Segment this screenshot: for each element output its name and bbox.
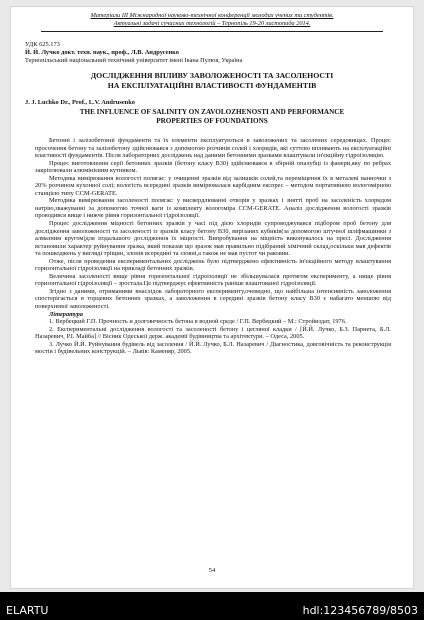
conference-header	[21, 12, 403, 28]
paragraph: Методика вимірювання вологості полягає: у очищенні зразків від залишків солей,та переміщення їх в металеві ванночки з 20% розчином кухонної солі; вологість всередині зразків вимірювалася карбідним експрес – методом портативною вологомірною станцією типу ССМ-GERATE.	[35, 174, 391, 197]
paragraph: Бетонні і залізобетонні фундаменти та їх елементи експлуатуються в заволожених та засолених середовищах. Процес просочення бетону та залізобетону здійснювався з допомогою розчинів солей і хлоридів, які суттєво впливають на експлуатаційні властивості фундаментів. Після лабораторних досліджень над даними бетонними зразками влаштували ін'єкційну гідроізоляцію.	[35, 137, 391, 160]
title-en-line-2: PROPERTIES OF FOUNDATIONS	[156, 117, 268, 125]
reference-list	[35, 318, 391, 356]
paragraph: Процес дослідження міцності бетонних зразків у часі під дією хлоридів супроводжувався підбором проб бетону для дослідження заволоженості та засоленості із зразків класу бетону В30, вирізаних кубиків(за допомогою штучної шліфмашинки з алмазним кругом)для подальшого дослідження їх міцності. Випробування на міцність виконувалось на пресі. Дослідження встановили характер руйнування зразка, який показав що зразок мав правильно підібраний хімічний склад,оскільки мав дефектів та пошкоджень у вигляді тріщин, злонів всередині та ззовні,а також не мав пустот чи раковин.	[35, 220, 391, 258]
paragraph: Отже, після проведення експериментальних досліджень було підтверджено ефективність ін'єкційного методу влаштування горизонтальної гідроізоляції на прикладі бетонних зразків.	[35, 257, 391, 273]
authors-en: J. J. Luchko Dr., Prof., L.V. Andrusenko	[25, 99, 135, 106]
authors-ua: Й. Й. Лучко докт. техн. наук., проф., Л.В. Андрусенко	[25, 49, 179, 56]
title-ua-line-2: НА ЕКСПЛУАТАЦІЙНІ ВЛАСТИВОСТІ ФУНДАМЕНТІВ	[107, 80, 317, 90]
title-ua-line-1: ДОСЛІДЖЕННЯ ВПЛИВУ ЗАВОЛОЖЕНОСТІ ТА ЗАСОЛЕНОСТІ	[90, 71, 334, 80]
udk-code: УДК 625.173	[25, 41, 60, 48]
paragraph: Величина засоленості вище рівня горизонтальної гідроізоляції не збільшувалася протягом експерименту, а нище рівня горизонтальної гідроізоляції – зростала.Це підтверджує ефективність раніше влаштованої гідроізоляції.	[35, 272, 391, 288]
repository-name: ELARTU	[6, 604, 49, 617]
affiliation-ua: Тернопільський національний технічний університет імені Івана Пулюя, Україна	[25, 57, 243, 64]
reference-item: 3. Лучко Й.Й. Руйнування будівель від засолення / Й.Й. Лучко, Б.Л. Назаревич / Діагностика, довговічність та реконструкція мостів і будівельних конструкцій. – Львів: Каменяр, 2005.	[35, 340, 391, 356]
page-number: 54	[208, 567, 216, 574]
title-en-line-1: THE INFLUENCE OF SALINITY ON ZAVOLOZHENOSTI AND PERFORMANCE	[79, 108, 345, 116]
paragraph: Згідно з даними, отриманими внаслідок лабораторного експерименту,очевидно, що найбільша інтенсивність заволоження спостерігається в торцевих бетонних зразках, а заволоження в середині зразків бетону класу В30 є набагато меншою від поверхневої заволоженості.	[35, 287, 391, 311]
paragraph: Процес виготовлення серії бетонних зразків (бетону класу В30) здійснювався в збірній опалубці із фанери,яку по ребрах закріплювали алюмінієвим кутником.	[35, 159, 391, 175]
reference-item: 2. Експериментальні дослідження вологості та засоленості бетону і цегляної кладки / [Й.Й. Лучко, Б.З. Парнета, Б.Л. Назаревич, Р.І. Майба] // Вісник Одеської держ. академії будівництва та архітектури. – Одеса, 2005.	[35, 325, 391, 341]
header-line-2: Актуальні задачі сучасних технологій – Тернопіль 19-20 листопада 2014.	[113, 20, 311, 27]
literature-heading: Література	[49, 310, 83, 318]
header-divider	[41, 31, 383, 32]
document-page	[10, 6, 414, 589]
header-line-1: Матеріали ІІІ Міжнародної науково-технічної конференції молодих учених та студентів.	[90, 12, 334, 19]
paragraph: Методика вимірювання засоленості полягає: у висвердлюванні отворів у зразках і знятті проб на засоленість хлоридом натрію,зважуванні за допомогою точної ваги із комплекту вологоміра ССМ-GERATE. Аналіз дослідження вологості зразків проводився вище і нижче рівня горизонтальної гідроізоляції.	[35, 197, 391, 220]
handle-id: hdl:123456789/8503	[302, 604, 418, 617]
article-body	[35, 137, 391, 356]
reference-item: 1. Вербецкий Г.П. Прочность и долговечность бетона в водной среде / Г.П. Вербецкий – М.: Стройиздат, 1976.	[49, 318, 347, 326]
repository-footer	[0, 592, 424, 620]
